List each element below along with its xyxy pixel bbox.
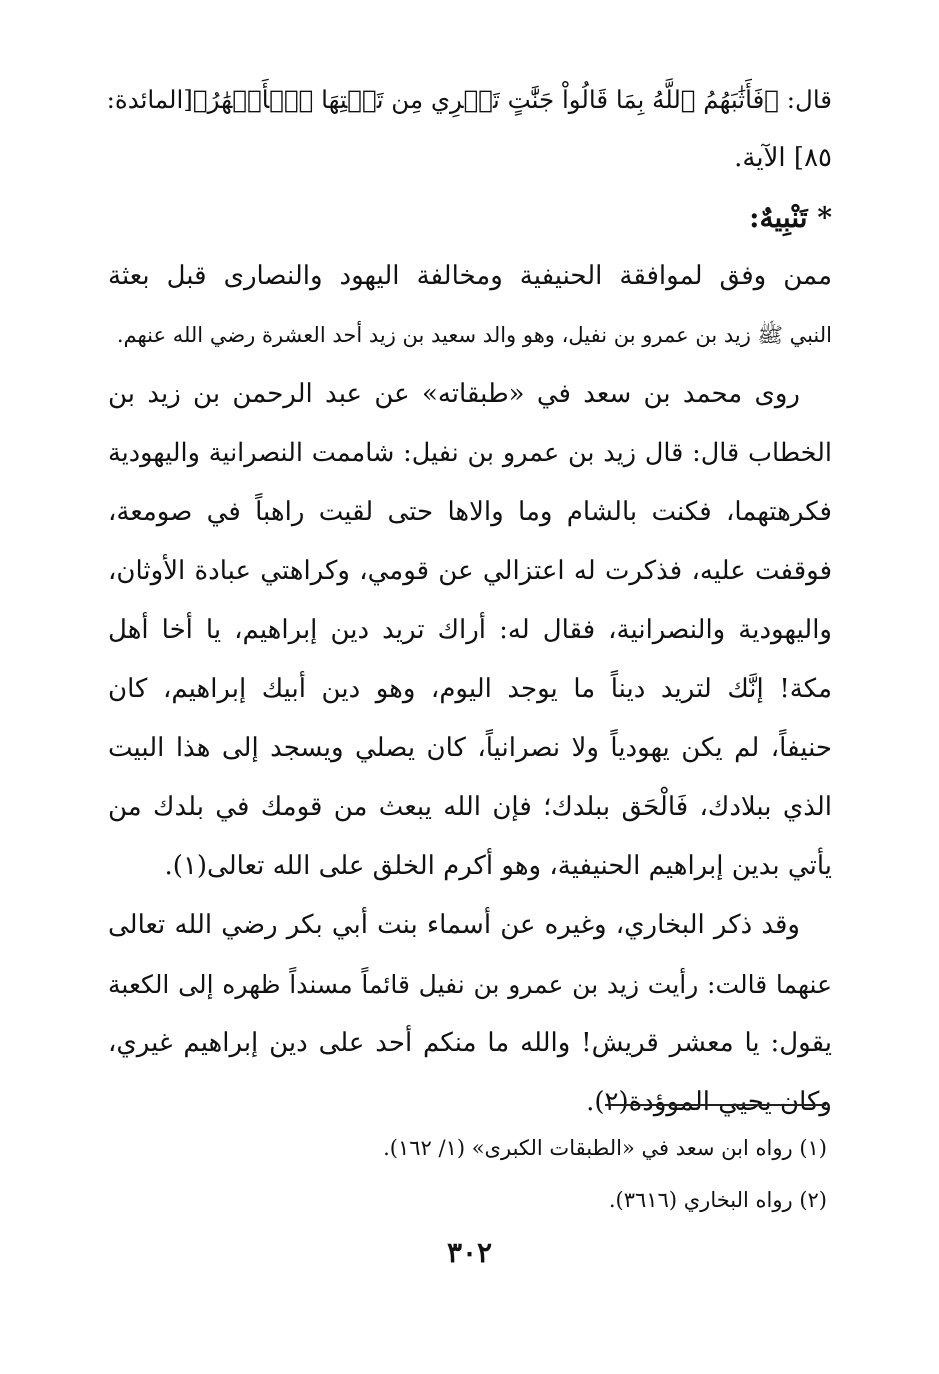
paragraph-line: وقد ذكر البخاري، وغيره عن أسماء بنت أبي بكر رضي الله تعالى — [108, 910, 800, 940]
citation-continuation: ٨٥] الآية. — [734, 143, 832, 173]
page-body — [108, 70, 832, 1132]
footnote-separator — [605, 1104, 826, 1106]
paragraph-line: وكان يحيي الموؤدة(٢). — [586, 1087, 832, 1117]
paragraph-line: الخطاب قال: قال زيد بن عمرو بن نفيل: شاممت النصرانية واليهودية — [108, 438, 832, 468]
footnotes — [383, 1122, 827, 1226]
footnote-1: (١) رواه ابن سعد في «الطبقات الكبرى» (١/ ١٦٢). — [383, 1136, 827, 1160]
paragraph-line: يأتي بدين إبراهيم الحنيفية، وهو أكرم الخلق على الله تعالى(١). — [164, 851, 832, 881]
paragraph-line: يقول: يا معشر قريش! والله ما منكم أحد على دين إبراهيم غيري، — [108, 1028, 832, 1058]
paragraph-line: واليهودية والنصرانية، فقال له: أراك تريد دين إبراهيم، يا أخا أهل — [108, 615, 832, 645]
page-number: ٣٠٢ — [446, 1236, 493, 1269]
section-heading: * تَنْبِيهٌ: — [749, 201, 832, 234]
quran-citation-line: قال: ﴿فَأَثَٰبَهُمُ ٱللَّهُ بِمَا قَالُواْ جَنَّٰتٍ تَجۡرِي مِن تَحۡتِهَا ٱلۡأَنۡهَٰرُ﴾[المائدة: — [106, 85, 832, 114]
paragraph-line: فكرهتهما، فكنت بالشام وما والاها حتى لقيت راهباً في صومعة، — [108, 497, 832, 527]
paragraph-line: فوقفت عليه، فذكرت له اعتزالي عن قومي، وكراهتي عبادة الأوثان، — [108, 556, 832, 586]
paragraph-line: عنهما قالت: رأيت زيد بن عمرو بن نفيل قائماً مسنداً ظهره إلى الكعبة — [108, 970, 832, 999]
paragraph-line: حنيفاً، لم يكن يهودياً ولا نصرانياً، كان يصلي ويسجد إلى هذا البيت — [108, 733, 832, 763]
footnote-2: (٢) رواه البخاري (٣٦١٦). — [608, 1188, 827, 1212]
paragraph-line: النبي ﷺ زيد بن عمرو بن نفيل، وهو والد سعيد بن زيد أحد العشرة رضي الله عنهم. — [116, 323, 832, 347]
paragraph-line: ممن وفق لموافقة الحنيفية ومخالفة اليهود والنصارى قبل بعثة — [108, 261, 832, 291]
paragraph-line: روى محمد بن سعد في «طبقاته» عن عبد الرحمن بن زيد بن — [108, 379, 800, 409]
paragraph-line: مكة! إنَّك لتريد ديناً ما يوجد اليوم، وهو دين أبيك إبراهيم، كان — [108, 674, 832, 704]
paragraph-line: الذي ببلادك، فَالْحَق ببلدك؛ فإن الله يبعث من قومك في بلدك من — [108, 792, 832, 822]
